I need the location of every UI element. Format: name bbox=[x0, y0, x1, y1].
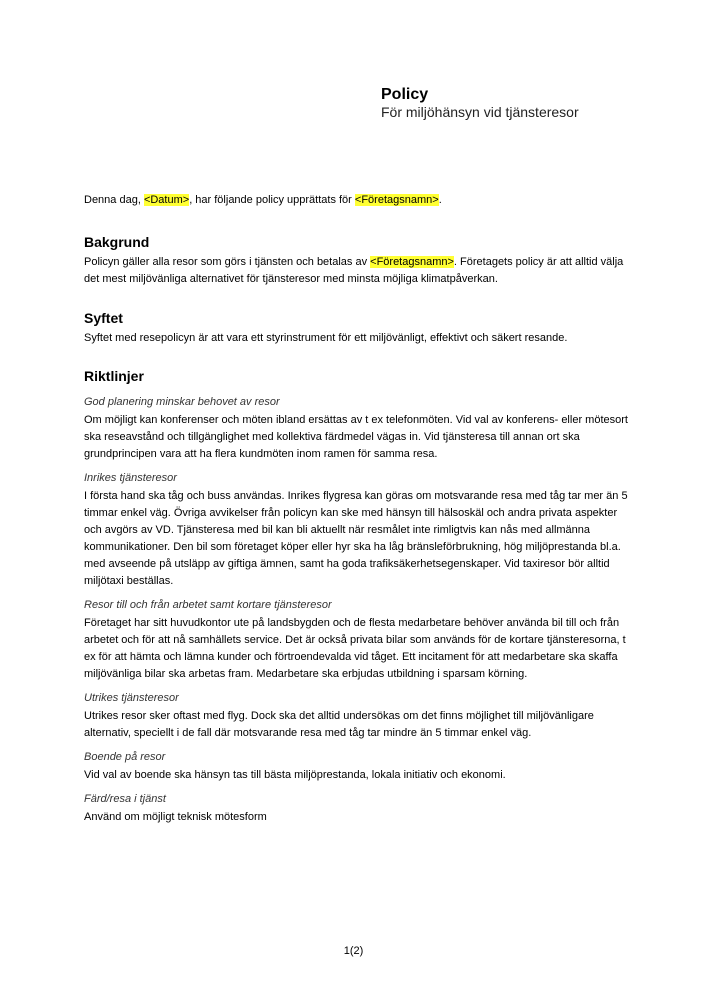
title-block bbox=[381, 86, 579, 120]
bakgrund-paragraph bbox=[84, 254, 632, 288]
company-placeholder: <Företagsnamn> bbox=[370, 256, 454, 268]
heading-riktlinjer: Riktlinjer bbox=[84, 368, 144, 384]
subheading-boende: Boende på resor bbox=[84, 751, 166, 763]
subheading-utrikes: Utrikes tjänsteresor bbox=[84, 692, 179, 704]
date-placeholder: <Datum> bbox=[143, 194, 190, 206]
heading-bakgrund: Bakgrund bbox=[84, 234, 150, 250]
subheading-resor-arbetet: Resor till och från arbetet samt kortare tjänsteresor bbox=[84, 599, 332, 611]
subheading-planering: God planering minskar behovet av resor bbox=[84, 396, 280, 408]
inrikes-paragraph: I första hand ska tåg och buss användas. Inrikes flygresa kan göras om motsvarande resa med tåg tar mer än 5 timmar enkel väg. Övriga avvikelser från policyn kan ske med hänsyn till hälsoskäl och andra privata aspekter och avgörs av VD. Tjänsteresa med bil kan bli aktuellt när resmålet inte rimligtvis kan nås med allmänna kommunikationer. Den bil som företaget köper eller hyr ska ha låg bränsleförbrukning, hög miljöprestanda bl.a. med avseende på utsläpp av giftiga ämnen, samt ha goda trafiksäkerhetsegenskaper. Vid taxiresor bör alltid miljötaxi beställas. bbox=[84, 490, 628, 587]
syftet-paragraph: Syftet med resepolicyn är att vara ett styrinstrument för ett miljövänligt, effektivt och säkert resande. bbox=[84, 332, 568, 344]
utrikes-paragraph: Utrikes resor sker oftast med flyg. Dock ska det alltid undersökas om det finns möjlighet till miljövänligare alternativ, speciellt i de fall där motsvarande resa med tåg tar mindre än 5 timmar enkel väg. bbox=[84, 710, 594, 739]
subheading-fard: Färd/resa i tjänst bbox=[84, 793, 166, 805]
intro-text-1: Denna dag, bbox=[84, 194, 144, 206]
company-placeholder: <Företagsnamn> bbox=[354, 194, 439, 206]
intro-paragraph bbox=[84, 192, 632, 209]
document-title: Policy bbox=[381, 86, 429, 103]
page-number: 1(2) bbox=[343, 945, 364, 957]
heading-syftet: Syftet bbox=[84, 310, 123, 326]
subheading-inrikes: Inrikes tjänsteresor bbox=[84, 472, 177, 484]
document-subtitle: För miljöhänsyn vid tjänsteresor bbox=[381, 104, 579, 120]
intro-text-3: . bbox=[438, 194, 442, 206]
bakgrund-text-2: . Företagets policy är att alltid välja det mest miljövänliga alternativet för tjänsteresor med minsta möjliga klimatpåverkan. bbox=[84, 256, 624, 285]
resor-arbetet-paragraph: Företaget har sitt huvudkontor ute på landsbygden och de flesta medarbetare behöver använda bil till och från arbetet och för att nå samhällets service. Det är också privata bilar som används för de kortare tjänsteresorna, t ex för att hämta och lämna kunder och förtroendevalda vid tåget. Ett incitament för att medarbetare ska skaffa miljövänliga bilar ska arbetas fram. Medarbetare ska erbjudas utbildning i sparsam körning. bbox=[84, 617, 626, 680]
fard-paragraph: Använd om möjligt teknisk mötesform bbox=[84, 811, 267, 823]
boende-paragraph: Vid val av boende ska hänsyn tas till bästa miljöprestanda, lokala initiativ och ekonomi. bbox=[84, 769, 506, 781]
document-body bbox=[84, 192, 632, 826]
bakgrund-text-1: Policyn gäller alla resor som görs i tjänsten och betalas av bbox=[84, 256, 371, 268]
intro-text-2: , har följande policy upprättats för bbox=[189, 194, 355, 206]
planering-paragraph: Om möjligt kan konferenser och möten ibland ersättas av t ex telefonmöten. Vid val av konferens- eller mötesort ska reseavstånd och tillgänglighet med kollektiva färdmedel vägas in. Vid tjänsteresa till annan ort ska grundprincipen vara att ha flera kundmöten inom ramen för samma resa. bbox=[84, 414, 628, 460]
